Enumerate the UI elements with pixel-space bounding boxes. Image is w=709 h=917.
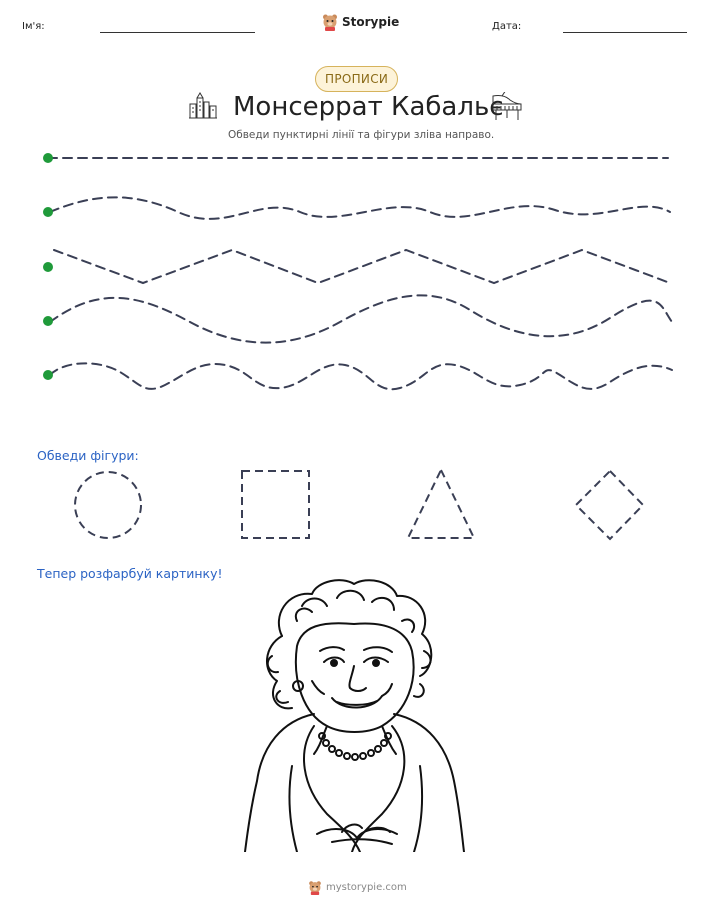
footer [308,880,407,895]
date-field-line[interactable] [563,32,687,33]
tracing-line-tight-wave [50,363,672,389]
footer-link[interactable]: mystorypie.com [326,882,407,893]
name-field-line[interactable] [100,32,255,33]
piano-icon [490,92,524,122]
start-dot [43,207,53,217]
city-icon [188,92,218,120]
tracing-lines [0,140,709,400]
bear-logo-icon [322,13,338,31]
date-label: Дата: [492,21,522,32]
page-title: Монсеррат Кабальє [233,92,504,122]
tracing-line-wave [50,295,672,342]
start-dot [43,370,53,380]
coloring-picture [242,576,466,852]
start-dot [43,153,53,163]
triangle-shape [408,470,474,538]
instruction-text: Обведи пунктирні лінії та фігури зліва направо. [228,129,495,141]
start-dot [43,316,53,326]
bear-logo-icon [308,880,322,895]
tracing-line-gentle-wave [50,197,670,219]
circle-shape [75,472,141,538]
shapes-heading: Обведи фігури: [37,448,139,463]
name-label: Ім'я: [22,21,45,32]
start-dot [43,262,53,272]
diamond-shape [576,471,643,539]
brand-name: Storypie [342,15,400,29]
coloring-heading: Тепер розфарбуй картинку! [37,566,223,581]
category-badge: ПРОПИСИ [315,66,398,92]
shapes-row [0,462,709,546]
brand-logo [322,13,399,31]
tracing-line-zigzag [54,250,670,283]
square-shape [242,471,309,538]
